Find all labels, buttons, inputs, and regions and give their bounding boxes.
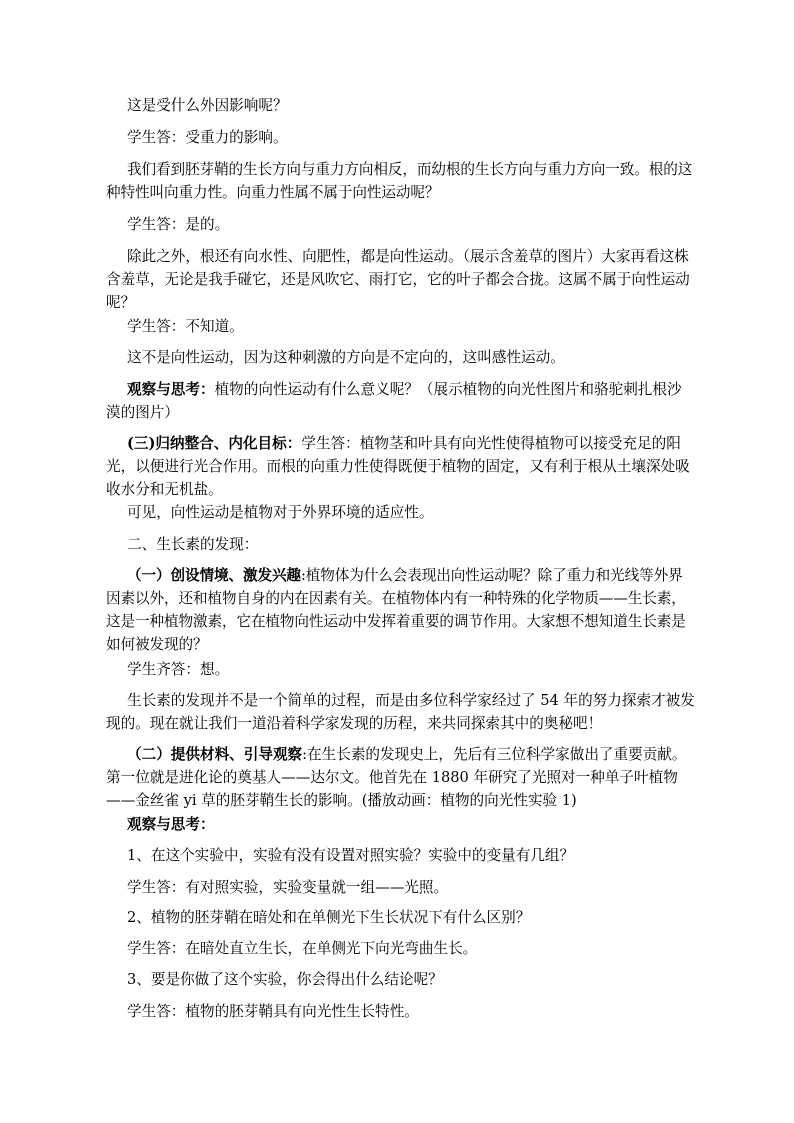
paragraph: 3、要是你做了这个实验，你会得出什么结论呢？ (127, 971, 443, 988)
paragraph: 这不是向性运动，因为这种刺激的方向是不定向的，这叫感性运动。 (127, 349, 565, 366)
paragraph: 学生齐答：想。 (127, 661, 230, 678)
section-heading: 观察与思考： (127, 381, 215, 398)
paragraph: 学生答：有对照实验，实验变量就一组——光照。 (127, 879, 449, 896)
paragraph: 我们看到胚芽鞘的生长方向与重力方向相反，而幼根的生长方向与重力方向一致。根的这种特性叫向重力性。向重力性属不属于向性运动呢？ (106, 161, 693, 201)
section-heading: (三)归纳整合、内化目标： (127, 435, 302, 452)
paragraph: 学生答：植物的胚芽鞘具有向光性生长特性。 (127, 1003, 419, 1020)
paragraph: 2、植物的胚芽鞘在暗处和在单侧光下生长状况下有什么区别？ (127, 909, 531, 926)
paragraph: 生长素的发现并不是一个简单的过程，而是由多位科学家经过了 54 年的努力探索才被发现的。现在就让我们一道沿着科学家发现的历程，来共同探索其中的奥秘吧！ (106, 692, 695, 732)
paragraph: （一）创设情境、激发兴趣:植物体为什么会表现出向性运动呢？除了重力和光线等外界因素以外，还和植物自身的内在因素有关。在植物体内有一种特殊的化学物质——生长素，这是一种植物激素，它在植物向性运动中发挥着重要的调节作用。大家想不想知道生长素是如何被发现的？ (106, 567, 686, 653)
paragraph: 二、生长素的发现： (127, 536, 259, 553)
paragraph: 学生答：受重力的影响。 (127, 129, 288, 146)
section-heading: （二）提供材料、引导观察 (127, 746, 303, 763)
section-heading: 观察与思考： (127, 816, 215, 833)
paragraph: 观察与思考：植物的向性运动有什么意义呢？（展示植物的向光性图片和骆驼刺扎根沙漠的图片） (106, 381, 682, 421)
paragraph: 学生答：在暗处直立生长，在单侧光下向光弯曲生长。 (127, 940, 478, 957)
paragraph (106, 813, 696, 836)
paragraph: 除此之外，根还有向水性、向肥性，都是向性运动。（展示含羞草的图片）大家再看这株含羞草，无论是我手碰它，还是风吹它、雨打它，它的叶子都会合拢。这属不属于向性运动呢？ (106, 248, 690, 311)
paragraph: (三)归纳整合、内化目标：学生答：植物茎和叶具有向光性使得植物可以接受充足的阳光，以便进行光合作用。而根的向重力性使得既便于植物的固定，又有利于根从土壤深处吸收水分和无机盐。 (106, 435, 690, 498)
paragraph: （二）提供材料、引导观察:在生长素的发现史上，先后有三位科学家做出了重要贡献。第一位就是进化论的奠基人——达尔文。他首先在 1880 年研究了光照对一种单子叶植物——金丝雀 yi 草的胚芽鞘生长的影响。(播放动画：植物的向光性实验 1) (106, 746, 687, 809)
paragraph: 1、在这个实验中，实验有没有设置对照实验？实验中的变量有几组？ (127, 847, 575, 864)
paragraph: 这是受什么外因影响呢？ (127, 97, 288, 114)
paragraph: 学生答：是的。 (127, 216, 230, 233)
paragraph: 可见，向性运动是植物对于外界环境的适应性。 (127, 504, 434, 521)
paragraph: 学生答：不知道。 (127, 318, 244, 335)
section-heading: （一）创设情境、激发兴趣 (127, 567, 301, 584)
